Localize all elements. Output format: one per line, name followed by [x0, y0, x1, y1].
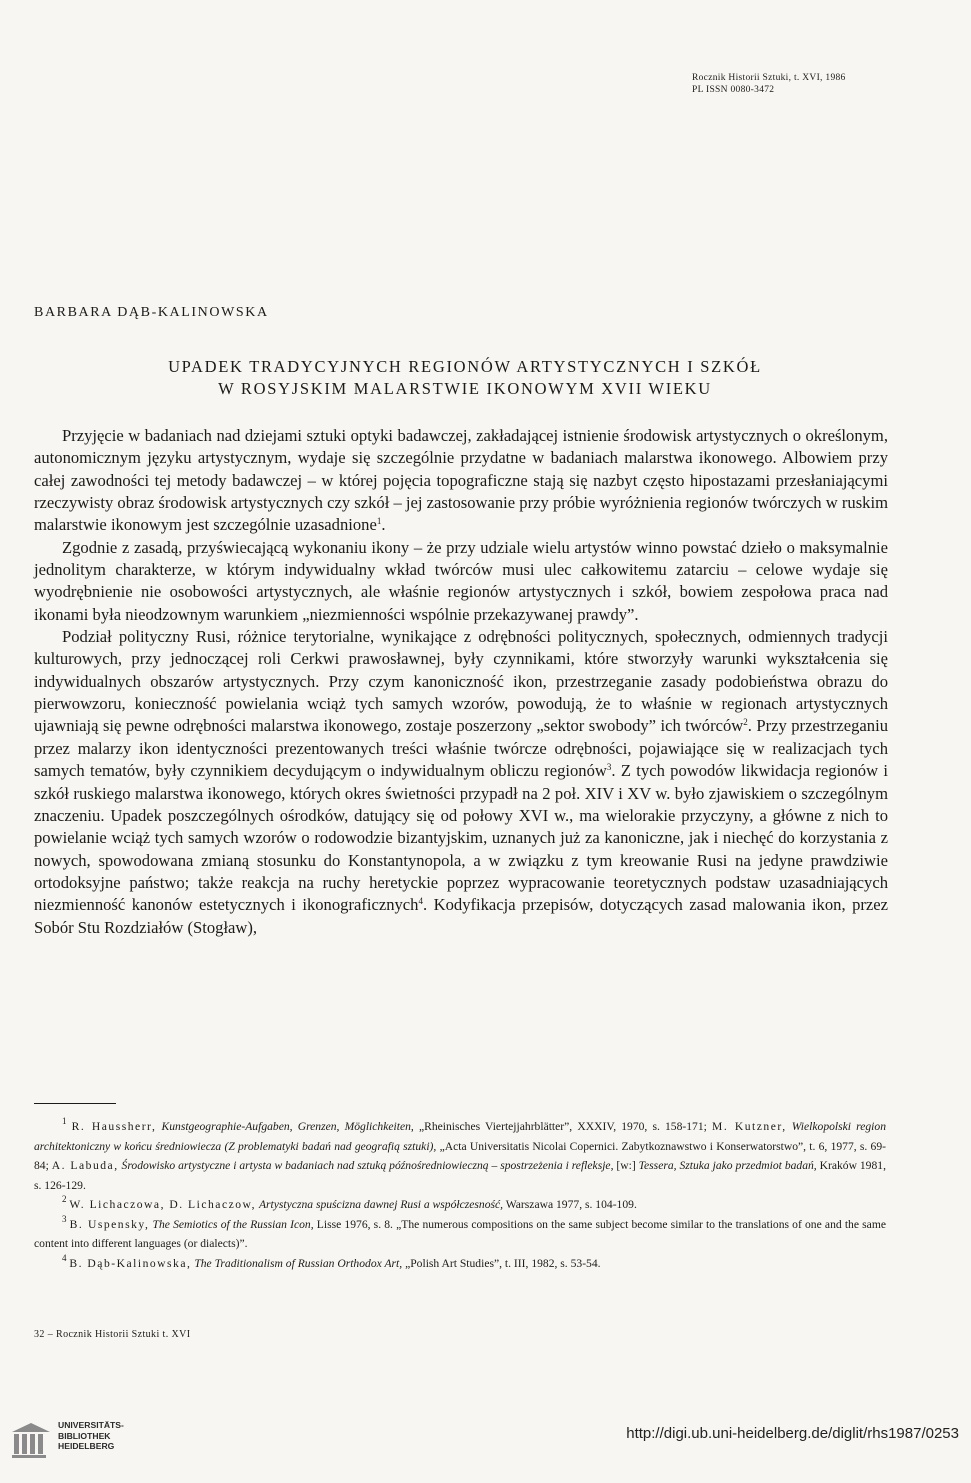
footnote-3-number: 3 [62, 1213, 67, 1224]
article-title-line-1: UPADEK TRADYCYJNYCH REGIONÓW ARTYSTYCZNYCH I SZKÓŁ [168, 357, 762, 376]
page-folio: 32 – Rocznik Historii Sztuki t. XVI [34, 1329, 191, 1340]
footnote-2 [34, 1195, 886, 1215]
footnote-2-text: Warszawa 1977, s. 104-109. [505, 1198, 637, 1211]
footnote-3 [34, 1215, 886, 1254]
footnote-separator [34, 1103, 116, 1104]
paragraph-3-text-b: . Przy przestrzeganiu przez malarzy ikon identyczności prezentowanych treści właśnie twórcze odrębności, pojawiające się w realizacjach tych samych tematów, były czynnikiem decydującym o indywidualnym obliczu regionów [34, 716, 888, 781]
paragraph-3-text-d: . Kodyfikacja przepisów, dotyczących zasad malowania ikon, przez Sobór Stu Rozdziałów (Stogław), [34, 895, 889, 937]
paragraph-3-text-c: . Z tych powodów likwidacja regionów i szkół ruskiego malarstwa ikonowego, których okres świetności przypadł na 2 poł. XIV i XV w. było zjawiskiem o szczególnym znaczeniu. Upadek poszczególnych ośrodków, datujący się od połowy XVI w., ma wielorakie przyczyny, a główne z nich to powielanie wciąż tych samych wzorów o rodowodzie bizantyjskim, uznanych już za kanoniczne, jak i niechęć do korzystania z nowych, spowodowana zmianą stosunku do Konstantynopola, a w związku z tym kreowanie Rusi na jedyne prawdziwie ortodoksyjne państwo; także reakcja na ruchy heretyckie poprzez wypracowanie teoretycznych podstaw uzasadniających niezmienność kanonów estetycznych i ikonograficznych [34, 761, 889, 915]
footnote-1-text-3: [w:] [616, 1159, 636, 1172]
article-title [34, 356, 896, 400]
paragraph-1-end: . [381, 515, 386, 535]
article-body [34, 425, 888, 939]
footnote-4 [34, 1254, 886, 1274]
library-name-line-3: HEIDELBERG [58, 1441, 115, 1451]
paragraph-3 [34, 626, 888, 939]
paragraph-1-text: Przyjęcie w badaniach nad dziejami sztuki optyki badawczej, zakładającej istnienie środowisk artystycznych o określonym, autonomicznym języku artystycznym, wydaje się szczególnie przydatne w badaniach malarstwa ikonowego. Albowiem przy całej zawodności tej metody badawczej – w której pojęcia topograficzne stają się nazbyt często hipostazami przesłaniającymi rzeczywisty obraz środowisk artystycznych czy szkół – jej zastosowanie przy próbie wyróżnienia regionów twórczych w ruskim malarstwie ikonowym jest szczególnie uzasadnione [34, 426, 888, 535]
footnotes [34, 1117, 886, 1273]
footnote-1 [34, 1117, 886, 1195]
source-url[interactable]: http://digi.ub.uni-heidelberg.de/diglit/rhs1987/0253 [626, 1425, 959, 1442]
footnote-2-author: W. Lichaczowa, D. Lichaczow, [69, 1198, 257, 1211]
footnote-1-text-1: „Rheinisches Viertejjahrblätter”, XXXIV, 1970, s. 158-171; [418, 1120, 707, 1133]
library-name-line-1: UNIVERSITÄTS- [58, 1420, 124, 1430]
journal-header [692, 72, 846, 96]
footnote-2-title: Artystyczna spuścizna dawnej Rusi a współczesność, [258, 1198, 504, 1211]
footnote-1-number: 1 [62, 1116, 67, 1126]
paragraph-3-text-a: Podział polityczny Rusi, różnice terytorialne, wynikające z odrębności politycznych, społecznych, odmiennych tradycji kulturowych, przy jednoczącej roli Cerkwi prawosławnej, były czynnikami, które stworzyły warunki wykształcenia się indywidualnych obszarów artystycznych. Przy czym kanoniczność ikon, przestrzeganie zasady podobieństwa obrazu do pierwowzoru, konieczność powielania wciąż tych samych wzorów, powodują, że to właśnie w regionach artystycznych ujawniają się pewne odrębności malarstwa ikonowego, zostaje poszerzony „sektor swobody” ich twórców [34, 627, 888, 736]
paragraph-2: Zgodnie z zasadą, przyświecającą wykonaniu ikony – że przy udziale wielu artystów winno powstać dzieło o maksymalnie jednolitym charakterze, w którym indywidualny wkład twórców musi ulec całkowitemu zatarciu – celowe wydaje się wyodrębnienie nie osobowości artystycznych, ale właśnie regionów artystycznych i szkół, bowiem zespołowa praca nad ikonami była nieodzownym warunkiem „niezmienności wspólnie przekazywanej prawdy”. [34, 537, 888, 624]
footnote-1-title-4: Tessera, Sztuka jako przedmiot badań, [638, 1159, 817, 1172]
footnote-3-text: Lisse 1976, s. 8. „The numerous compositions on the same subject become similar to the translations of one and the same content into different languages (or dialects)”. [34, 1217, 886, 1250]
journal-header-line-1: Rocznik Historii Sztuki, t. XVI, 1986 [692, 73, 846, 83]
footnote-ref-4[interactable]: 4 [418, 896, 423, 907]
footnote-ref-1[interactable]: 1 [376, 516, 382, 527]
journal-header-line-2: PL ISSN 0080-3472 [692, 85, 775, 95]
footnote-1-text-2: „Acta Universitatis Nicolai Copernici. Zabytkoznawstwo i Konserwatorstwo”, t. 6, 1977, s. 69-84; [34, 1139, 886, 1172]
author-name: BARBARA DĄB-KALINOWSKA [34, 305, 269, 320]
footnote-4-number: 4 [62, 1252, 67, 1263]
library-logo[interactable] [10, 1418, 150, 1466]
footnote-ref-3[interactable]: 3 [606, 762, 612, 773]
footnote-3-author: B. Uspensky, [69, 1217, 150, 1231]
footnote-1-author-3: A. Labuda, [51, 1159, 119, 1172]
footnote-4-title: The Traditionalism of Russian Orthodox Art, [194, 1256, 403, 1270]
footnote-ref-2[interactable]: 2 [743, 717, 748, 728]
article-title-line-2: W ROSYJSKIM MALARSTWIE IKONOWYM XVII WIEKU [218, 379, 712, 398]
footnote-4-text: „Polish Art Studies”, t. III, 1982, s. 53-54. [405, 1256, 601, 1270]
footnote-1-title-1: Kunstgeographie-Aufgaben, Grenzen, Möglichkeiten, [161, 1120, 414, 1133]
paragraph-1 [34, 425, 888, 537]
footnote-1-author-2: M. Kutzner, [712, 1120, 787, 1133]
footnote-1-author-1: R. Haussherr, [71, 1120, 157, 1133]
footnote-1-title-2: Wielkopolski region architektoniczny w końcu średniowiecza (Z problematyki badań nad geografią sztuki), [34, 1120, 886, 1153]
footnote-1-text-4: Kraków 1981, s. 126-129. [34, 1159, 886, 1192]
footnote-3-title: The Semiotics of the Russian Icon, [152, 1217, 314, 1231]
library-name [58, 1420, 124, 1452]
footnote-4-author: B. Dąb-Kalinowska, [69, 1256, 192, 1270]
library-columns-icon [10, 1420, 52, 1462]
footnote-1-title-3: Środowisko artystyczne i artysta w badaniach nad sztuką późnośredniowieczną – spostrzeżenia i refleksje, [121, 1159, 614, 1172]
library-name-line-2: BIBLIOTHEK [58, 1430, 111, 1441]
footnote-2-number: 2 [62, 1194, 67, 1204]
